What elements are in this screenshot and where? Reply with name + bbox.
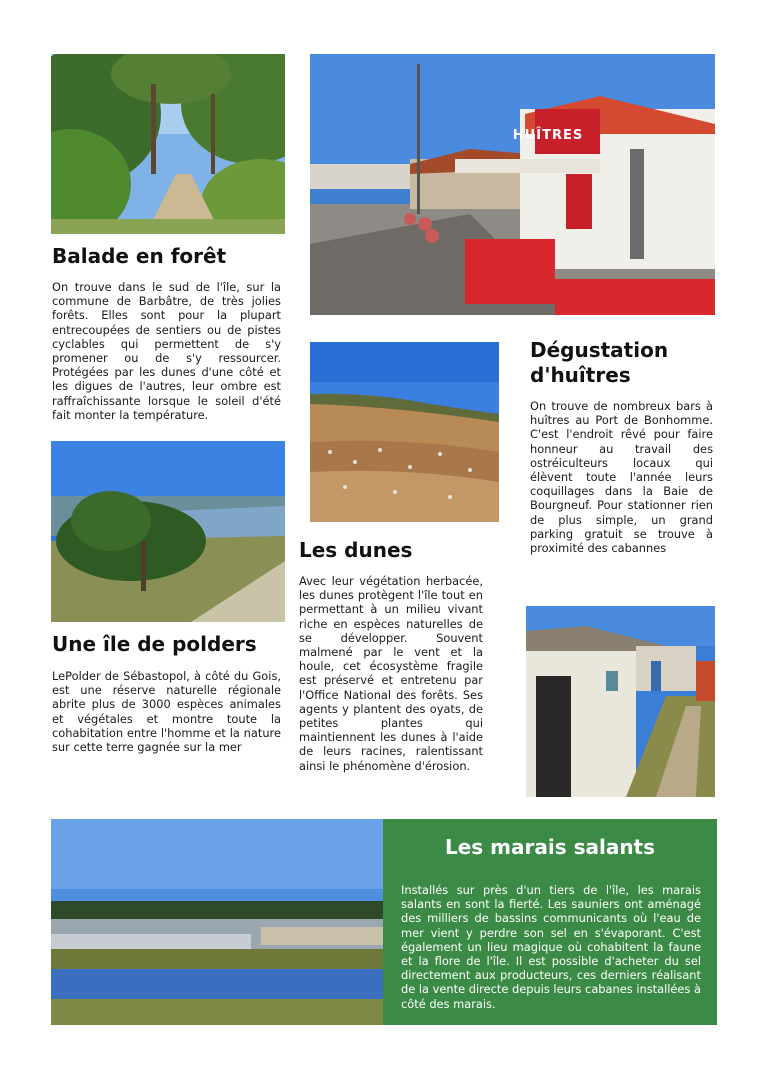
- foret-title: Balade en forêt: [52, 244, 227, 268]
- huitres-text: On trouve de nombreux bars à huîtres au Port de Bonhomme. C'est l'endroit rêvé pour faire honneur au travail des ostréiculteurs locaux qui élèvent toute l'année leurs coquillages dans la Baie de Bourgneuf. Pour stationner rien de plus simple, un grand parking gratuit se trouve à proximité des cabannes: [530, 399, 713, 556]
- dunes-photo: [310, 342, 499, 522]
- dunes-title: Les dunes: [299, 538, 413, 562]
- marais-text: Installés sur près d'un tiers de l'île, les marais salants en sont la fierté. Les sauniers ont aménagé des milliers de bassins communicants où l'eau de mer vient y perdre son sel en s'évaporant. C'est également un lieu magique où cohabitent la faune et la flore de l'île. Il est possible d'acheter du sel directement aux producteurs, ces derniers réalisant de la vente directe depuis leurs cabanes installées à côté des marais.: [401, 883, 701, 1011]
- forest-path-photo: [51, 54, 285, 234]
- foret-text: On trouve dans le sud de l'île, sur la commune de Barbâtre, de très jolies forêts. Elles sont pour la plupart entrecoupées de sentiers ou de pistes cyclables qui permettent de s'y promener ou de s'y ressourcer. Protégées par les dunes d'une côté et les digues de l'autres, leur ombre est raffraîchissante lorsque le soleil d'été fait monter la température.: [52, 280, 281, 422]
- salt-marsh-photo: [51, 819, 384, 1025]
- polders-title: Une île de polders: [52, 632, 257, 656]
- marais-panel: [383, 819, 717, 1025]
- polder-cypress-photo: [51, 441, 285, 622]
- marais-title: Les marais salants: [444, 835, 656, 859]
- dunes-text: Avec leur végétation herbacée, les dunes protègent l'île tout en permettant à un milieu vivant riche en espèces naturelles de se développer. Souvent malmené par le vent et la houle, cet écosystème fragile est préservé et entretenu par l'Office National des forêts. Ses agents y plantent des oyats, de petites plantes qui maintiennent les dunes à l'aide de leurs racines, ralentissant ainsi le phénomène d'érosion.: [299, 574, 483, 773]
- huitres-title: Dégustation d'huîtres: [530, 338, 669, 387]
- huitres-sign: HUÎTRES: [512, 128, 584, 143]
- cabins-photo: [526, 606, 715, 797]
- oyster-bar-photo: [310, 54, 715, 315]
- polders-text: LePolder de Sébastopol, à côté du Gois, est une réserve naturelle régionale abrite plus de 3000 espèces animales et végétales et montre toute la cohabitation entre l'homme et la nature sur cette terre gagnée sur la mer: [52, 669, 281, 755]
